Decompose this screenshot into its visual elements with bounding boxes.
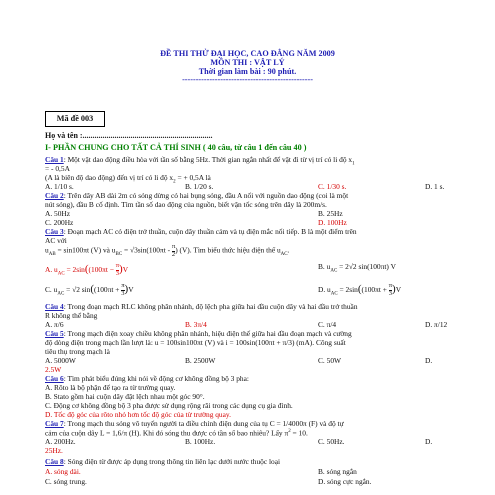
q6-option-a[interactable]: A. Rôto là bộ phận để tạo ra từ trường quay. bbox=[45, 383, 176, 392]
q1-label: Câu 1 bbox=[45, 155, 64, 164]
q6-option-d[interactable]: D. Tốc độ góc của rôto nhỏ hơn tốc độ góc của từ trường quay. bbox=[45, 410, 231, 419]
q8-option-d[interactable]: D. sóng cực ngắn. bbox=[318, 477, 372, 486]
q4-line1: Câu 4: Trong đoạn mạch RLC không phân nhánh, độ lệch pha giữa hai đầu cuộn dây và hai đầu trở thuần bbox=[45, 302, 358, 311]
q6-label: Câu 6 bbox=[45, 374, 64, 383]
q5-option-c[interactable]: C. 50W bbox=[318, 356, 341, 365]
q3-option-a[interactable]: A. $u_{AC} = 2\sin((100\pi t$ − $\frac{\pi}{3}$ )V bbox=[45, 262, 129, 277]
q7-line1: Câu 7: Trong mạch thu sóng vô tuyến người ta điều chỉnh điện dung của tụ C = 1/4000π (F) và độ tự bbox=[45, 419, 344, 428]
q2-line1: Câu 2: Trên dây AB dài 2m có sóng dừng có hai bụng sóng, đầu A nối với nguồn dao động (coi là một bbox=[45, 191, 349, 200]
exam-title: ĐỀ THI THỬ ĐẠI HỌC, CAO ĐẲNG NĂM 2009 bbox=[160, 49, 335, 58]
q3-option-c[interactable]: C. $u_{AC} = √2$ sin((100πt + $\frac{\pi}{3}$ )V bbox=[45, 282, 134, 297]
q1-line3: (A là biên độ dao động) đến vị trí có li độ $x_2$ = + 0,5A là bbox=[45, 173, 211, 185]
exam-subject: MÔN THI : VẬT LÝ bbox=[210, 58, 285, 67]
q8-option-b[interactable]: B. sóng ngắn bbox=[318, 467, 357, 476]
q3-label: Câu 3 bbox=[45, 227, 64, 236]
name-line: Họ và tên :................................................................. bbox=[45, 131, 213, 140]
q4-line2: R không thể bằng bbox=[45, 311, 98, 320]
exam-time: Thời gian làm bài : 90 phút. bbox=[198, 67, 297, 76]
q7-option-c[interactable]: C. 50Hz. bbox=[318, 437, 345, 446]
q4-label: Câu 4 bbox=[45, 302, 64, 311]
q1-option-b[interactable]: B. 1/20 s. bbox=[185, 182, 214, 191]
q4-option-a[interactable]: A. π/6 bbox=[45, 320, 64, 329]
q2-line2: nút sóng), đầu B cố định. Tìm tần số dao động của nguồn, biết vận tốc sóng trên dây là 200m/s. bbox=[45, 200, 327, 209]
q2-option-b[interactable]: B. 25Hz bbox=[318, 209, 343, 218]
q5-option-d-letter[interactable]: D. bbox=[425, 356, 433, 365]
q6-option-b[interactable]: B. Stato gồm hai cuộn dây đặt lệch nhau một góc 90°. bbox=[45, 392, 205, 401]
q3-option-d[interactable]: D. $u_{AC} = 2\sin((100\pi t$ + $\frac{\pi}{3}$ )V bbox=[318, 282, 402, 297]
q5-option-a[interactable]: A. 5000W bbox=[45, 356, 76, 365]
q3-line3: $u_{AB} = \sin 100\pi t$ (V) và $u_{BC} = √3\sin(100\pi t$ - $\frac{\pi}{2}$ ) (V). Tìm biểu thức hiệu điện thế $u_{AC}$. bbox=[45, 243, 290, 258]
q1-option-c[interactable]: C. 1/30 s. bbox=[318, 182, 347, 191]
q6-line1: Câu 6: Tìm phát biểu đúng khi nói về động cơ không đồng bộ 3 pha: bbox=[45, 374, 249, 383]
q1-line2: = - 0,5A bbox=[45, 164, 70, 173]
q7-option-d[interactable]: 25Hz. bbox=[45, 446, 63, 455]
q8-option-c[interactable]: C. sóng trung. bbox=[45, 477, 87, 486]
q5-line2: độ dòng điện trong mạch lần lượt là: u = 100sin100πt (V) và i = 100sin(100πt + π/3) (mA). Công suất bbox=[45, 338, 346, 347]
q3-line1: Câu 3: Đoạn mạch AC có điện trở thuần, cuộn dây thuần cảm và tụ điện mắc nối tiếp. B là một điểm trên bbox=[45, 227, 357, 236]
q2-option-a[interactable]: A. 50Hz bbox=[45, 209, 71, 218]
q7-option-d-letter[interactable]: D. bbox=[425, 437, 433, 446]
exam-code-box: Mã đề 003 bbox=[45, 111, 105, 127]
q4-option-c[interactable]: C. π/4 bbox=[318, 320, 337, 329]
q1-line1: Câu 1: Một vật dao động điều hòa với tần số bằng 5Hz. Thời gian ngắn nhất để vật đi từ vị trí có li độ $x_1$ bbox=[45, 155, 355, 167]
q1-option-d[interactable]: D. 1 s. bbox=[425, 182, 445, 191]
q7-label: Câu 7 bbox=[45, 419, 64, 428]
q5-line3: tiêu thụ trong mạch là bbox=[45, 347, 110, 356]
q2-label: Câu 2 bbox=[45, 191, 64, 200]
q3-line2: AC với bbox=[45, 236, 67, 245]
q5-option-d[interactable]: 2.5W bbox=[45, 365, 62, 374]
q1-option-a[interactable]: A. 1/10 s. bbox=[45, 182, 74, 191]
q7-option-b[interactable]: B. 100Hz. bbox=[185, 437, 216, 446]
q5-label: Câu 5 bbox=[45, 329, 64, 338]
q2-option-c[interactable]: C. 200Hz bbox=[45, 218, 74, 227]
header-dashes: ------------------------------------------------ bbox=[182, 75, 313, 84]
q7-option-a[interactable]: A. 200Hz. bbox=[45, 437, 76, 446]
q8-option-a[interactable]: A. sóng dài. bbox=[45, 467, 81, 476]
q6-option-c[interactable]: C. Động cơ không đồng bộ 3 pha được sử dụng rộng rãi trong các dụng cụ gia đình. bbox=[45, 401, 293, 410]
q4-option-b[interactable]: B. 3π/4 bbox=[185, 320, 207, 329]
q4-option-d[interactable]: D. π/12 bbox=[425, 320, 448, 329]
q3-frac-pi-2: $\frac{\pi}{2}$ bbox=[171, 243, 176, 258]
section-heading: I- PHẦN CHUNG CHO TẤT CẢ THÍ SINH ( 40 câu, từ câu 1 đến câu 40 ) bbox=[45, 143, 307, 152]
q2-option-d[interactable]: D. 100Hz bbox=[318, 218, 347, 227]
q8-line1: Câu 8: Sóng điện từ được áp dụng trong thông tin liên lạc dưới nước thuộc loại bbox=[45, 457, 281, 466]
q7-line2: cảm của cuộn dây L = 1,6/π (H). Khi đó sóng thu được có tần số bao nhiêu? Lấy $\pi^2 = 10$. bbox=[45, 428, 308, 438]
q8-label: Câu 8 bbox=[45, 457, 64, 466]
q5-line1: Câu 5: Trong mạch điện xoay chiều không phân nhánh, hiệu điện thế giữa hai đầu đoạn mạch và cường bbox=[45, 329, 352, 338]
q3-option-b[interactable]: B. $u_{AC} = 2√2$ sin(100πt) V bbox=[318, 262, 396, 274]
q5-option-b[interactable]: B. 2500W bbox=[185, 356, 216, 365]
